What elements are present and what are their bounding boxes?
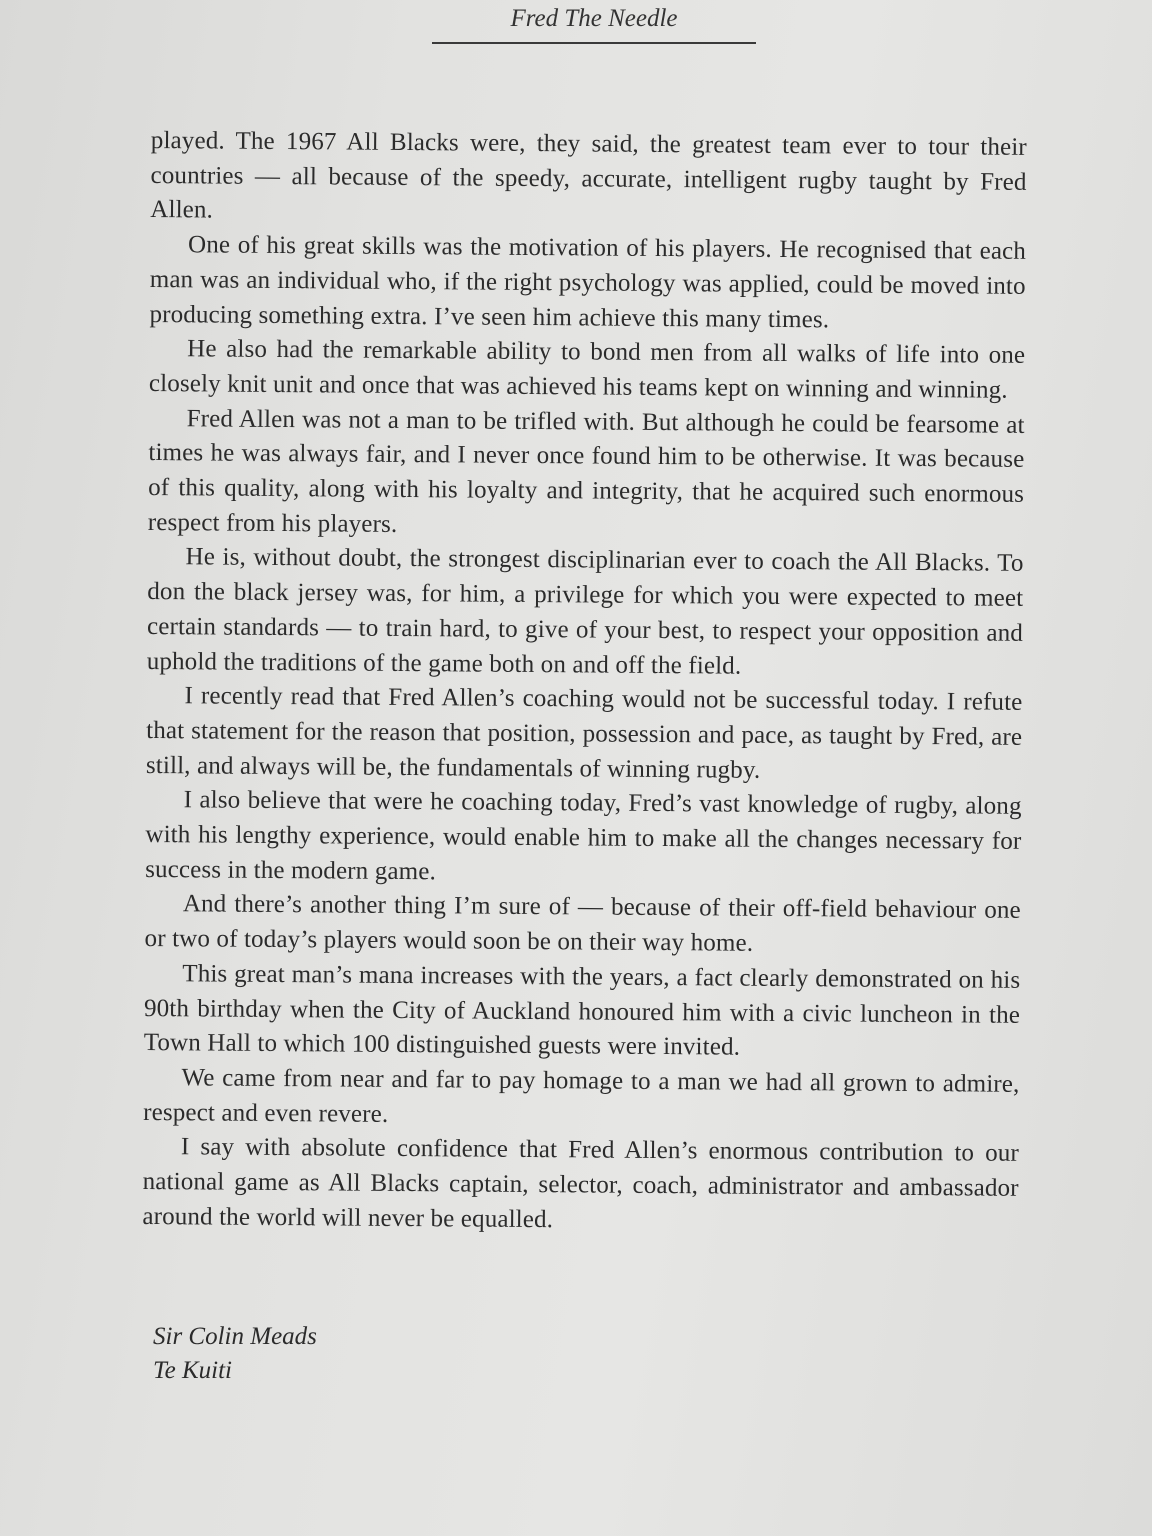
body-text [142,124,1027,1241]
running-title: Fred The Needle [510,5,678,32]
paragraph: And there’s another thing I’m sure of — because of their off-field behaviour one or two of today’s players would soon be on their way home. [144,890,1021,957]
paragraph: He is, without doubt, the strongest disciplinarian ever to coach the All Blacks. To don the black jersey was, for him, a privilege for which you were expected to meet certain standards — to train hard, to give of your best, to respect your opposition and uphold the traditions of the game both on and off the field. [146,543,1024,680]
signature-name: Sir Colin Meads [153,1323,317,1350]
paragraph: I recently read that Fred Allen’s coaching would not be successful today. I refute that statement for the reason that position, possession and pace, as taught by Fred, are still, and always will be, the fundamentals of winning rugby. [145,682,1023,784]
signature-block [153,1320,317,1388]
header-rule [432,42,756,44]
paragraph: He also had the remarkable ability to bond men from all walks of life into one closely knit unit and once that was achieved his teams kept on winning and winning. [148,335,1026,404]
signature-place: Te Kuiti [153,1357,232,1384]
paragraph: played. The 1967 All Blacks were, they said, the greatest team ever to tour their countries — all because of the speedy, accurate, intelligent rugby taught by Fred Allen. [150,126,1027,224]
paragraph: I say with absolute confidence that Fred Allen’s enormous contribution to our national game as All Blacks captain, selector, coach, administrator and ambassador around the world will never be equalled. [142,1133,1020,1233]
paragraph: One of his great skills was the motivation of his players. He recognised that each man was an individual who, if the right psychology was applied, could be moved into producing something extra. I’ve seen him achieve this many times. [149,231,1027,333]
paragraph: We came from near and far to pay homage to a man we had all grown to admire, respect and even revere. [143,1064,1020,1128]
paragraph: Fred Allen was not a man to be trifled with. But although he could be fearsome at times he was always fair, and I never once found him to be otherwise. It was because of this quality, along with his loyalty and integrity, that he acquired such enormous respect from his players. [147,404,1025,538]
paragraph: I also believe that were he coaching today, Fred’s vast knowledge of rugby, along with his lengthy experience, would enable him to make all the changes necessary for success in the modern game. [145,786,1022,886]
paragraph: This great man’s mana increases with the years, a fact clearly demonstrated on his 90th birthday when the City of Auckland honoured him with a civic luncheon in the Town Hall to which 100 distinguished guests were invited. [143,960,1021,1061]
running-head [432,0,756,44]
